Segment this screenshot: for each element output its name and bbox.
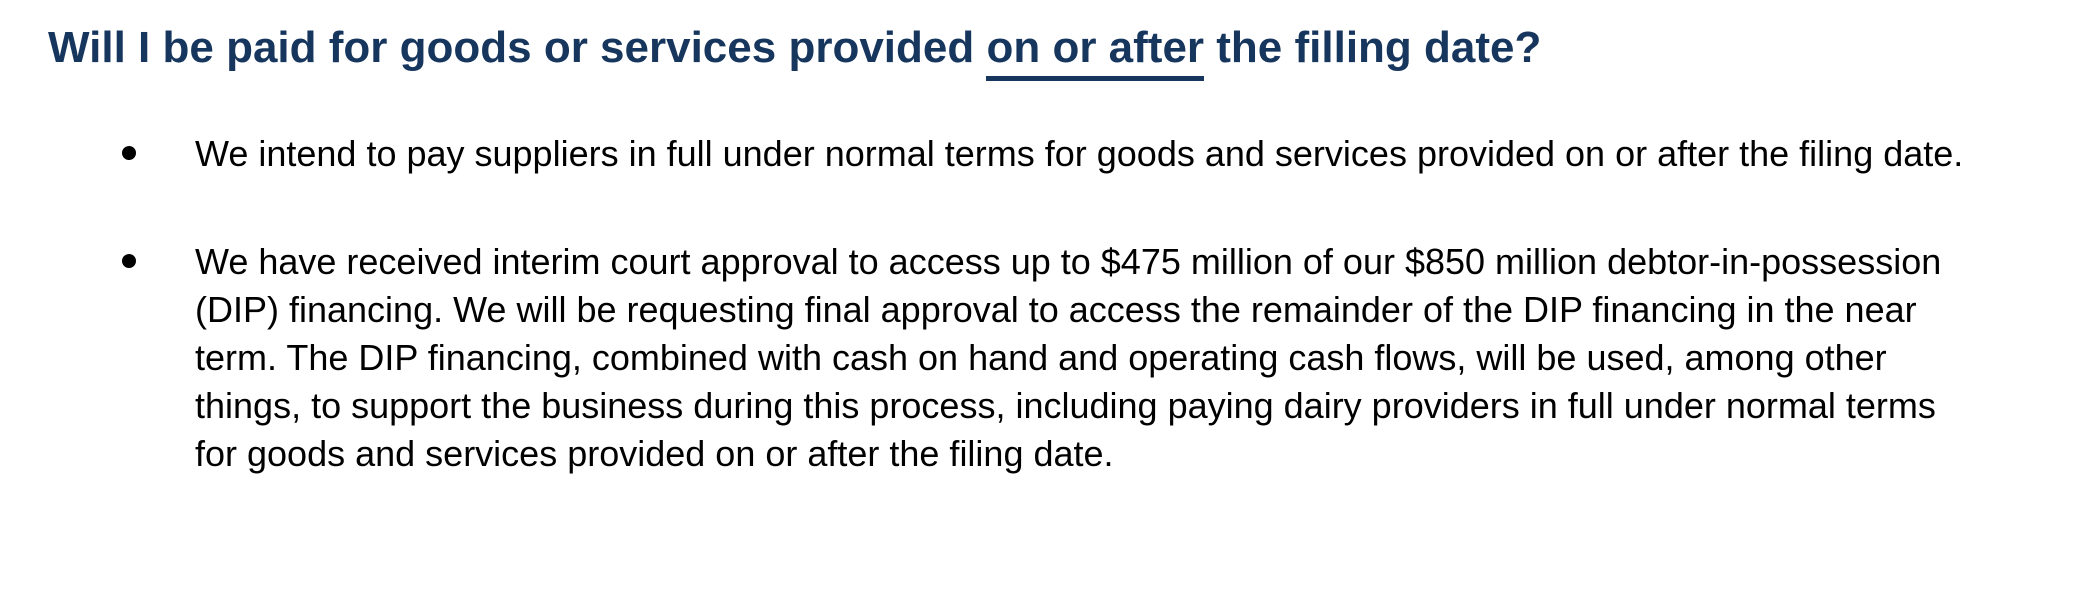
heading-text-prefix: Will I be paid for goods or services provided — [48, 23, 987, 72]
heading-text-suffix: the filling date? — [1204, 23, 1542, 72]
list-item — [120, 238, 1992, 478]
list-item-text: We intend to pay suppliers in full under normal terms for goods and services provided on or after the filing date. — [195, 133, 1964, 174]
bullet-icon — [122, 254, 136, 268]
page-title — [48, 22, 1992, 74]
heading-underlined-phrase: on or after — [986, 23, 1204, 81]
bullet-list — [120, 130, 1992, 478]
bullet-icon — [122, 146, 136, 160]
list-item — [120, 130, 1992, 178]
bullet-marker — [120, 238, 195, 268]
bullet-marker — [120, 130, 195, 160]
list-item-text: We have received interim court approval to access up to $475 million of our $850 million debtor-in-possession (DIP) financing. We will be requesting final approval to access the remainder of the DIP financing in the near term. The DIP financing, combined with cash on hand and operating cash flows, will be used, among other things, to support the business during this process, including paying dairy providers in full under normal terms for goods and services provided on or after the filing date. — [195, 241, 1942, 474]
